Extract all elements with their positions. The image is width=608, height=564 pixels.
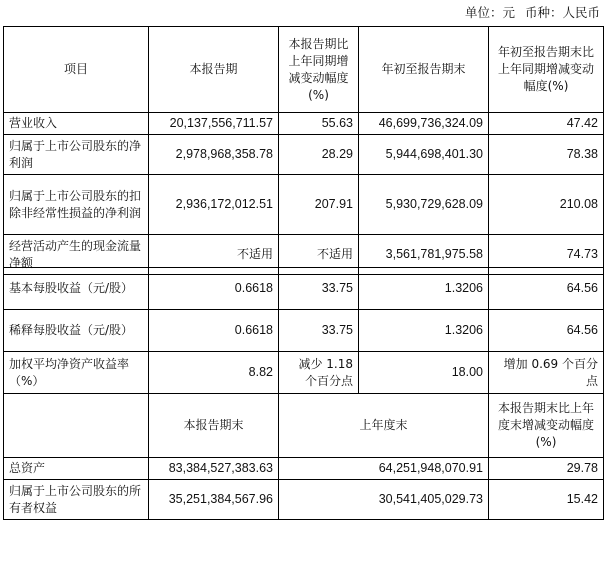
cell: 83,384,527,383.63 — [149, 458, 279, 480]
row-label: 加权平均净资产收益率（%） — [4, 352, 149, 394]
row-label: 稀释每股收益（元/股） — [4, 310, 149, 352]
header-prior-year-end: 上年度末 — [279, 394, 489, 458]
header-item: 项目 — [4, 27, 149, 113]
financial-table-secondary — [3, 267, 604, 520]
cell: 2,978,968,358.78 — [149, 135, 279, 175]
cell: 47.42 — [489, 113, 604, 135]
empty-cell — [4, 394, 149, 458]
cell: 64.56 — [489, 310, 604, 352]
row-label: 归属于上市公司股东的所有者权益 — [4, 480, 149, 520]
cell: 1.3206 — [359, 310, 489, 352]
cell: 64,251,948,070.91 — [279, 458, 489, 480]
cell: 2,936,172,012.51 — [149, 175, 279, 235]
table-row — [4, 113, 604, 135]
row-label: 经营活动产生的现金流量净额 — [4, 235, 149, 275]
cell: 74.73 — [489, 235, 604, 275]
sub-header-row — [4, 394, 604, 458]
cell: 29.78 — [489, 458, 604, 480]
row-label: 总资产 — [4, 458, 149, 480]
row-label: 归属于上市公司股东的扣除非经常性损益的净利润 — [4, 175, 149, 235]
cell: 减少 1.18 个百分点 — [279, 352, 359, 394]
header-row — [4, 27, 604, 113]
row-label: 归属于上市公司股东的净利润 — [4, 135, 149, 175]
cell: 增加 0.69 个百分点 — [489, 352, 604, 394]
header-period-end-change: 本报告期末比上年度末增减变动幅度(%) — [489, 394, 604, 458]
cell: 0.6618 — [149, 268, 279, 310]
header-period-end: 本报告期末 — [149, 394, 279, 458]
cell: 不适用 — [149, 235, 279, 275]
cell: 20,137,556,711.57 — [149, 113, 279, 135]
table-row — [4, 480, 604, 520]
cell: 3,561,781,975.58 — [359, 235, 489, 275]
cell: 30,541,405,029.73 — [279, 480, 489, 520]
table-row — [4, 135, 604, 175]
cell: 不适用 — [279, 235, 359, 275]
table-row — [4, 352, 604, 394]
cell: 0.6618 — [149, 310, 279, 352]
unit-label: 单位：元 — [464, 5, 515, 20]
cell: 15.42 — [489, 480, 604, 520]
table-row — [4, 268, 604, 310]
table-row — [4, 458, 604, 480]
row-label: 营业收入 — [4, 113, 149, 135]
cell: 55.63 — [279, 113, 359, 135]
cell: 64.56 — [489, 268, 604, 310]
cell: 33.75 — [279, 268, 359, 310]
financial-table-main — [3, 26, 604, 275]
cell: 210.08 — [489, 175, 604, 235]
cell: 5,930,729,628.09 — [359, 175, 489, 235]
cell: 1.3206 — [359, 268, 489, 310]
table-row — [4, 175, 604, 235]
cell: 5,944,698,401.30 — [359, 135, 489, 175]
table-row — [4, 310, 604, 352]
unit-line — [0, 4, 600, 22]
cell: 28.29 — [279, 135, 359, 175]
cell: 33.75 — [279, 310, 359, 352]
row-label: 基本每股收益（元/股） — [4, 268, 149, 310]
header-current-period: 本报告期 — [149, 27, 279, 113]
header-ytd: 年初至报告期末 — [359, 27, 489, 113]
cell: 18.00 — [359, 352, 489, 394]
cell: 207.91 — [279, 175, 359, 235]
currency-label: 币种：人民币 — [524, 5, 600, 20]
cell: 8.82 — [149, 352, 279, 394]
header-ytd-change: 年初至报告期末比上年同期增减变动幅度(%) — [489, 27, 604, 113]
cell: 78.38 — [489, 135, 604, 175]
cell: 35,251,384,567.96 — [149, 480, 279, 520]
cell: 46,699,736,324.09 — [359, 113, 489, 135]
header-current-change: 本报告期比上年同期增减变动幅度(%) — [279, 27, 359, 113]
